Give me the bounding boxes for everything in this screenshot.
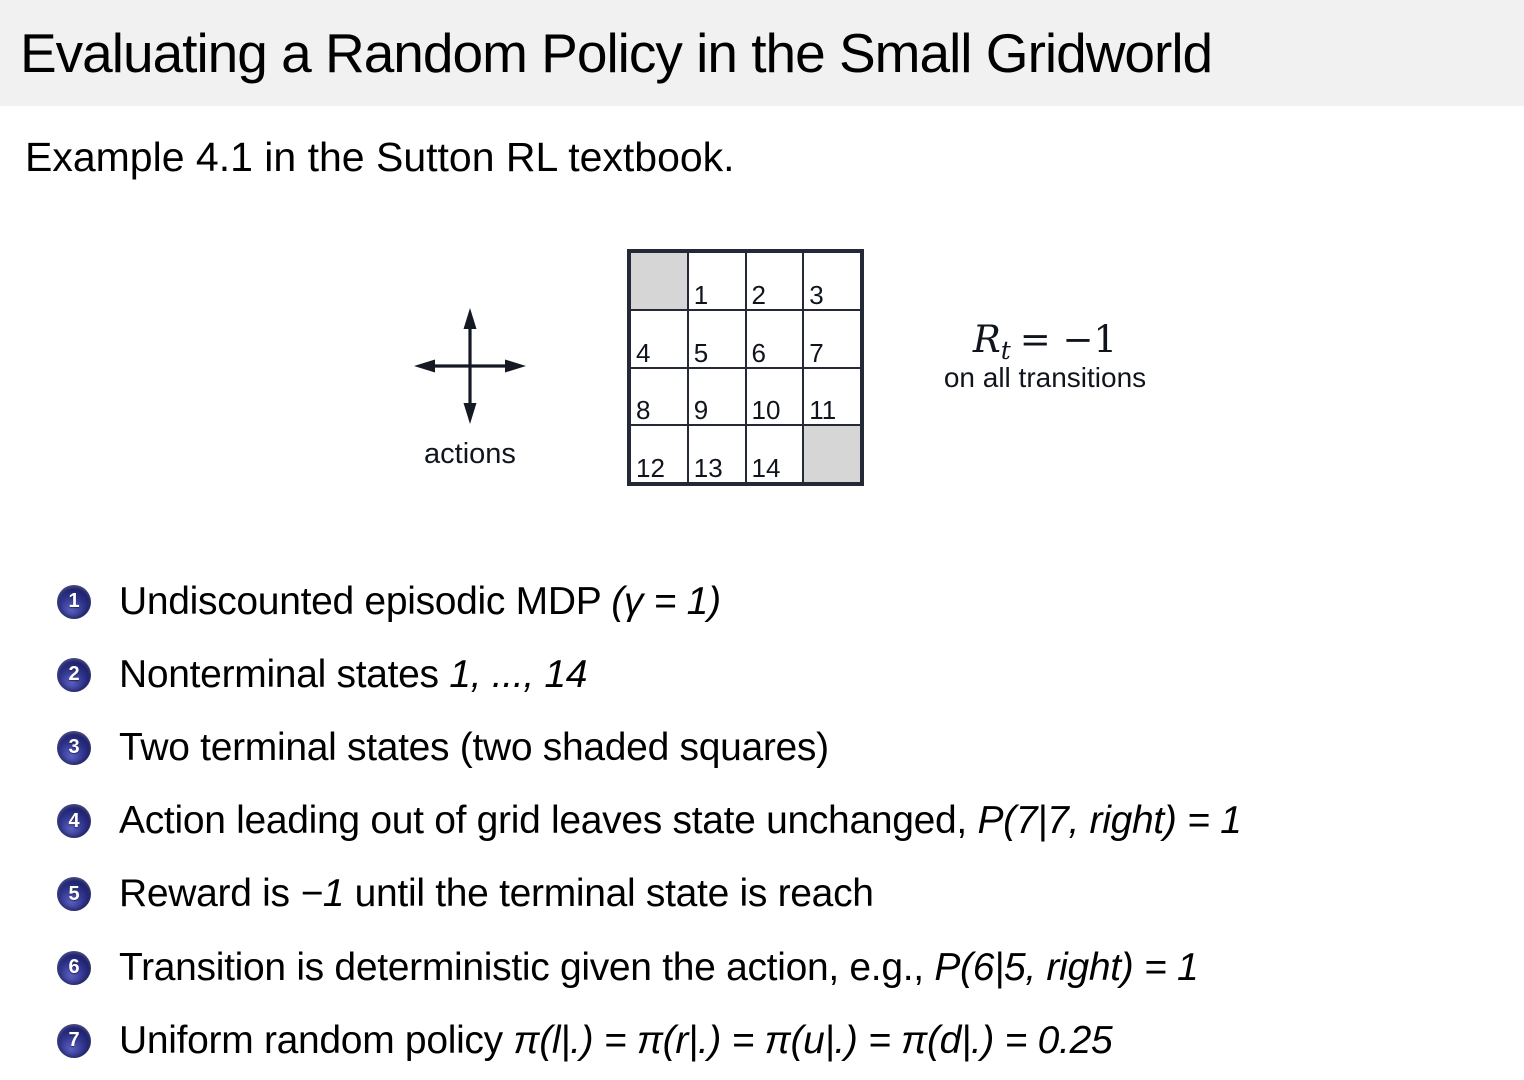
- item-text: Undiscounted episodic MDP (γ = 1): [119, 579, 721, 623]
- math-expression: P(6|5, right) = 1: [934, 945, 1199, 989]
- grid-cell-label: 9: [693, 395, 709, 426]
- math-expression: P(7|7, right) = 1: [977, 799, 1242, 843]
- grid-cell: [688, 252, 746, 310]
- item-number-badge: 7: [57, 1024, 91, 1058]
- item-text: Action leading out of grid leaves state unchanged, P(7|7, right) = 1: [119, 799, 1242, 843]
- reward-annotation: [925, 318, 1165, 394]
- grid-cell: [803, 310, 861, 368]
- grid-cell-label: 3: [809, 279, 824, 310]
- grid-cell-label: 2: [751, 279, 766, 310]
- title-bar: [0, 0, 1524, 106]
- list-item: [57, 711, 1517, 784]
- slide-title: Evaluating a Random Policy in the Small Gridworld: [20, 22, 1213, 84]
- math-expression: (γ = 1): [611, 579, 721, 623]
- list-item: [57, 565, 1517, 638]
- item-number-badge: 5: [57, 877, 91, 911]
- grid-cell-label: 12: [636, 453, 665, 483]
- item-number-badge: 6: [57, 951, 91, 985]
- grid-cell-label: 8: [636, 395, 651, 426]
- grid-cell-label: 13: [693, 453, 723, 483]
- grid-cell-label: 1: [693, 279, 709, 310]
- list-item: [57, 785, 1517, 858]
- reward-var: R: [972, 318, 1001, 361]
- grid-cell: [630, 425, 688, 483]
- math-expression: 1, ..., 14: [449, 652, 588, 696]
- item-number-badge: 3: [57, 731, 91, 765]
- grid-cell-label: 10: [751, 395, 781, 426]
- item-number-badge: 4: [57, 804, 91, 838]
- actions-figure: [412, 306, 528, 471]
- grid-cell: [630, 368, 688, 426]
- list-item: [57, 931, 1517, 1004]
- item-text: Reward is −1 until the terminal state is reach: [119, 872, 874, 916]
- item-text: Uniform random policy π(l|.) = π(r|.) = π(u|.) = π(d|.) = 0.25: [119, 1018, 1113, 1062]
- actions-label: actions: [424, 438, 516, 470]
- subtitle: Example 4.1 in the Sutton RL textbook.: [25, 134, 735, 180]
- grid-cell: [746, 310, 804, 368]
- grid-cell-label: 14: [751, 453, 781, 483]
- gridworld-grid: [627, 249, 864, 486]
- item-number-badge: 2: [57, 658, 91, 692]
- grid-cell: [630, 310, 688, 368]
- list-item: [57, 1004, 1517, 1077]
- item-text: Two terminal states (two shaded squares): [119, 725, 829, 769]
- item-text: Nonterminal states 1, ..., 14: [119, 652, 588, 696]
- grid-cell-label: 5: [693, 337, 709, 368]
- four-direction-arrows-icon: [412, 306, 528, 426]
- grid-cell-label: 11: [809, 395, 837, 426]
- reward-value: = −1: [1019, 318, 1118, 361]
- grid-cell: [803, 252, 861, 310]
- list-item: [57, 858, 1517, 931]
- math-expression: −1: [300, 872, 345, 916]
- grid-cell: [746, 425, 804, 483]
- grid-cell-terminal: [630, 252, 688, 310]
- reward-note: on all transitions: [943, 362, 1147, 393]
- grid-cell: [688, 425, 746, 483]
- grid-cell: [746, 252, 804, 310]
- grid-cell: [688, 368, 746, 426]
- grid-cell-label: 4: [636, 337, 651, 368]
- list-item: [57, 638, 1517, 711]
- bullet-list: [57, 565, 1517, 1077]
- reward-subscript: t: [1000, 336, 1011, 365]
- grid-cell-label: 6: [751, 337, 766, 368]
- grid-cell: [803, 368, 861, 426]
- grid-cell-label: 7: [809, 337, 824, 368]
- grid-cell: [688, 310, 746, 368]
- grid-cell-terminal: [803, 425, 861, 483]
- math-expression: π(l|.) = π(r|.) = π(u|.) = π(d|.) = 0.25: [513, 1018, 1113, 1062]
- grid-cell: [746, 368, 804, 426]
- reward-formula: [925, 318, 1165, 365]
- item-text: Transition is deterministic given the action, e.g., P(6|5, right) = 1: [119, 945, 1199, 989]
- item-number-badge: 1: [57, 585, 91, 619]
